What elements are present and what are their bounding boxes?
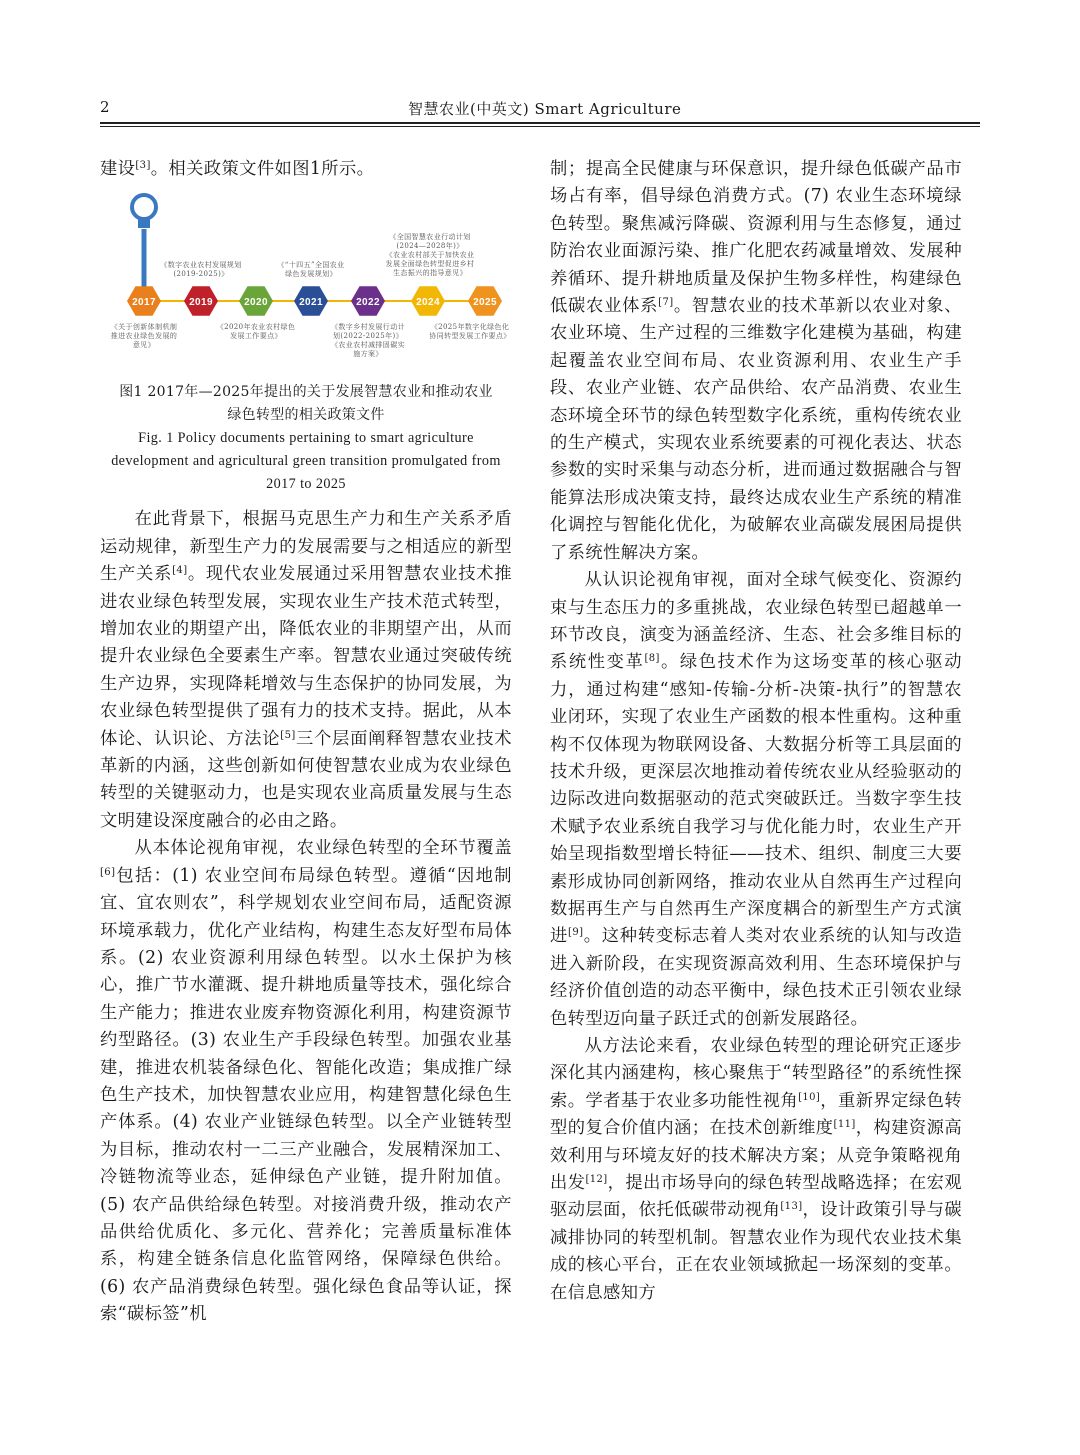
year-label: 2021 bbox=[299, 297, 323, 309]
year-label: 2025 bbox=[473, 297, 497, 309]
left-column bbox=[100, 156, 512, 1329]
caption-en: Fig. 1 Policy documents pertaining to smart agriculture development and agricultural green transition promulgated from 2017 to 2025 bbox=[111, 430, 501, 493]
citation: [12] bbox=[585, 1174, 608, 1186]
year-label: 2019 bbox=[189, 297, 213, 309]
figure-caption bbox=[100, 381, 512, 496]
right-column bbox=[550, 156, 962, 1307]
page-header bbox=[100, 96, 980, 124]
year-label: 2017 bbox=[132, 297, 156, 309]
citation: [13] bbox=[780, 1201, 803, 1213]
citation: [4] bbox=[172, 565, 188, 577]
citation: [10] bbox=[798, 1091, 821, 1103]
policy-doc-2021: 绿色发展规划》 bbox=[285, 270, 337, 279]
timeline-graphic bbox=[100, 189, 512, 379]
paragraph: 制；提高全民健康与环保意识，提升绿色低碳产品市场占有率，倡导绿色消费方式。(7) 农业生态环境绿色转型。聚焦减污降碳、资源利用与生态修复，通过防治农业面源污染、推广化肥农药减量增效、发展种养循环、提升耕地质量及保护生物多样性，构建绿色低碳农业体系[7]。智慧农业的技术革新以农业对象、农业环境、生产过程的三维数字化建模为基础，构建起覆盖农业空间布局、农业资源利用、农业生产手段、农业产业链、农产品供给、农产品消费、农业生态环境全环节的绿色转型数字化系统，重构传统农业的生产模式，实现农业系统要素的可视化表达、状态参数的实时采集与动态分析，进而通过数据融合与智能算法形成决策支持，最终达成农业生产系统的精准化调控与智能化优化，为破解农业高碳发展困局提供了系统性解决方案。 bbox=[550, 159, 962, 563]
policy-doc-2025: 协同转型发展工作要点》 bbox=[429, 332, 511, 341]
citation: [9] bbox=[568, 927, 584, 939]
policy-doc-2017: 《关于创新体制机制 bbox=[110, 323, 178, 332]
policy-doc-2022: 《数字乡村发展行动计 bbox=[331, 323, 405, 332]
caption-cn-line1: 图1 2017年—2025年提出的关于发展智慧农业和推动农业 bbox=[119, 384, 493, 401]
citation: [6] bbox=[100, 866, 116, 878]
paragraph: 从方法论来看，农业绿色转型的理论研究正逐步深化其内涵建构，核心聚焦于“转型路径”的系统性探索。学者基于农业多功能性视角[10]，重新界定绿色转型的复合价值内涵；在技术创新维度[11]，构建资源高效利用与环境友好的技术解决方案；从竞争策略视角出发[12]，提出市场导向的绿色转型战略选择；在宏观驱动层面，依托低碳带动视角[13]，设计政策引导与碳减排协同的转型机制。智慧农业作为现代农业技术集成的核心平台，正在农业领域掀起一场深刻的变革。在信息感知方 bbox=[550, 1036, 962, 1303]
policy-doc-2024: (2024—2028年)》 bbox=[396, 242, 464, 251]
policy-doc-2024: 《全国智慧农业行动计划 bbox=[389, 233, 471, 242]
year-label: 2020 bbox=[244, 297, 268, 309]
policy-doc-2022: 划(2022-2025年)》 bbox=[332, 332, 404, 341]
page-number: 2 bbox=[100, 98, 110, 116]
citation: [7] bbox=[658, 297, 674, 309]
policy-doc-2022: 施方案》 bbox=[353, 350, 383, 359]
policy-doc-2025: 《2025年数字化绿色化 bbox=[430, 323, 510, 332]
policy-doc-2020: 发展工作要点》 bbox=[230, 332, 282, 341]
year-label: 2024 bbox=[416, 297, 440, 309]
year-label: 2022 bbox=[356, 297, 380, 309]
lightbulb-icon bbox=[132, 195, 156, 219]
journal-title: 智慧农业(中英文) Smart Agriculture bbox=[408, 100, 682, 118]
citation: [11] bbox=[833, 1119, 856, 1131]
paragraph: 在此背景下，根据马克思生产力和生产关系矛盾运动规律，新型生产力的发展需要与之相适应的新型生产关系[4]。现代农业发展通过采用智慧农业技术推进农业绿色转型发展，实现农业生产技术范式转型，增加农业的期望产出，降低农业的非期望产出，从而提升农业绿色全要素生产率。智慧农业通过突破传统生产边界，实现降耗增效与生态保护的协同发展，为农业绿色转型提供了强有力的技术支持。据此，从本体论、认识论、方法论[5]三个层面阐释智慧农业技术革新的内涵，这些创新如何使智慧农业成为农业绿色转型的关键驱动力，也是实现农业高质量发展与生态文明建设深度融合的必由之路。 bbox=[100, 509, 513, 831]
policy-doc-2017: 意见》 bbox=[132, 341, 156, 350]
citation: [5] bbox=[280, 729, 296, 741]
caption-cn-line2: 绿色转型的相关政策文件 bbox=[227, 407, 385, 424]
header-rule-thick bbox=[100, 122, 980, 124]
policy-doc-2024: 《农业农村部关于加快农业 bbox=[385, 251, 475, 260]
policy-doc-2020: 《2020年农业农村绿色 bbox=[216, 323, 296, 332]
citation: [8] bbox=[644, 653, 660, 665]
policy-doc-2024: 发展全面绿色转型促进乡村 bbox=[385, 260, 475, 269]
policy-doc-2019: 《数字农业农村发展规划 bbox=[160, 261, 242, 270]
policy-doc-2019: (2019-2025)》 bbox=[173, 270, 229, 279]
paragraph: 建设[3]。相关政策文件如图1所示。 bbox=[100, 159, 375, 179]
policy-doc-2022: 《农业农村减排固碳实 bbox=[331, 341, 405, 350]
citation: [3] bbox=[135, 160, 151, 171]
policy-doc-2021: 《“十四五”全国农业 bbox=[277, 261, 345, 270]
policy-timeline-figure bbox=[100, 189, 512, 379]
policy-doc-2024: 生态振兴的指导意见》 bbox=[393, 269, 467, 278]
lightbulb-base bbox=[138, 219, 150, 228]
paragraph: 从本体论视角审视，农业绿色转型的全环节覆盖[6]包括：(1) 农业空间布局绿色转型。遵循“因地制宜、宜农则农”，科学规划农业空间布局，适配资源环境承载力，优化产业结构，构建生态友好型布局体系。(2) 农业资源利用绿色转型。以水土保护为核心，推广节水灌溉、提升耕地质量等技术，强化综合生产能力；推进农业废弃物资源化利用，构建资源节约型路径。(3) 农业生产手段绿色转型。加强农业基建，推进农机装备绿色化、智能化改造；集成推广绿色生产技术，加快智慧农业应用，构建智慧化绿色生产体系。(4) 农业产业链绿色转型。以全产业链转型为目标，推动农村一二三产业融合，发展精深加工、冷链物流等业态，延伸绿色产业链，提升附加值。(5) 农产品供给绿色转型。对接消费升级，推动农产品供给优质化、多元化、营养化；完善质量标准体系，构建全链条信息化监管网络，保障绿色供给。(6) 农产品消费绿色转型。强化绿色食品等认证，探索“碳标签”机 bbox=[100, 838, 512, 1325]
paragraph: 从认识论视角审视，面对全球气候变化、资源约束与生态压力的多重挑战，农业绿色转型已超越单一环节改良，演变为涵盖经济、生态、社会多维目标的系统性变革[8]。绿色技术作为这场变革的核心驱动力，通过构建“感知-传输-分析-决策-执行”的智慧农业闭环，实现了农业生产函数的根本性重构。这种重构不仅体现为物联网设备、大数据分析等工具层面的技术升级，更深层次地推动着传统农业从经验驱动的边际改进向数据驱动的范式突破跃迁。当数字孪生技术赋予农业系统自我学习与优化能力时，农业生产开始呈现指数型增长特征——技术、组织、制度三大要素形成协同创新网络，推动农业从自然再生产过程向数据再生产与自然再生产深度耦合的新型生产方式演进[9]。这种转变标志着人类对农业系统的认知与改造进入新阶段，在实现资源高效利用、生态环境保护与经济价值创造的动态平衡中，绿色技术正引领农业绿色转型迈向量子跃迁式的创新发展路径。 bbox=[550, 570, 962, 1029]
header-rule-thin bbox=[100, 126, 980, 127]
policy-doc-2017: 推进农业绿色发展的 bbox=[110, 332, 178, 341]
